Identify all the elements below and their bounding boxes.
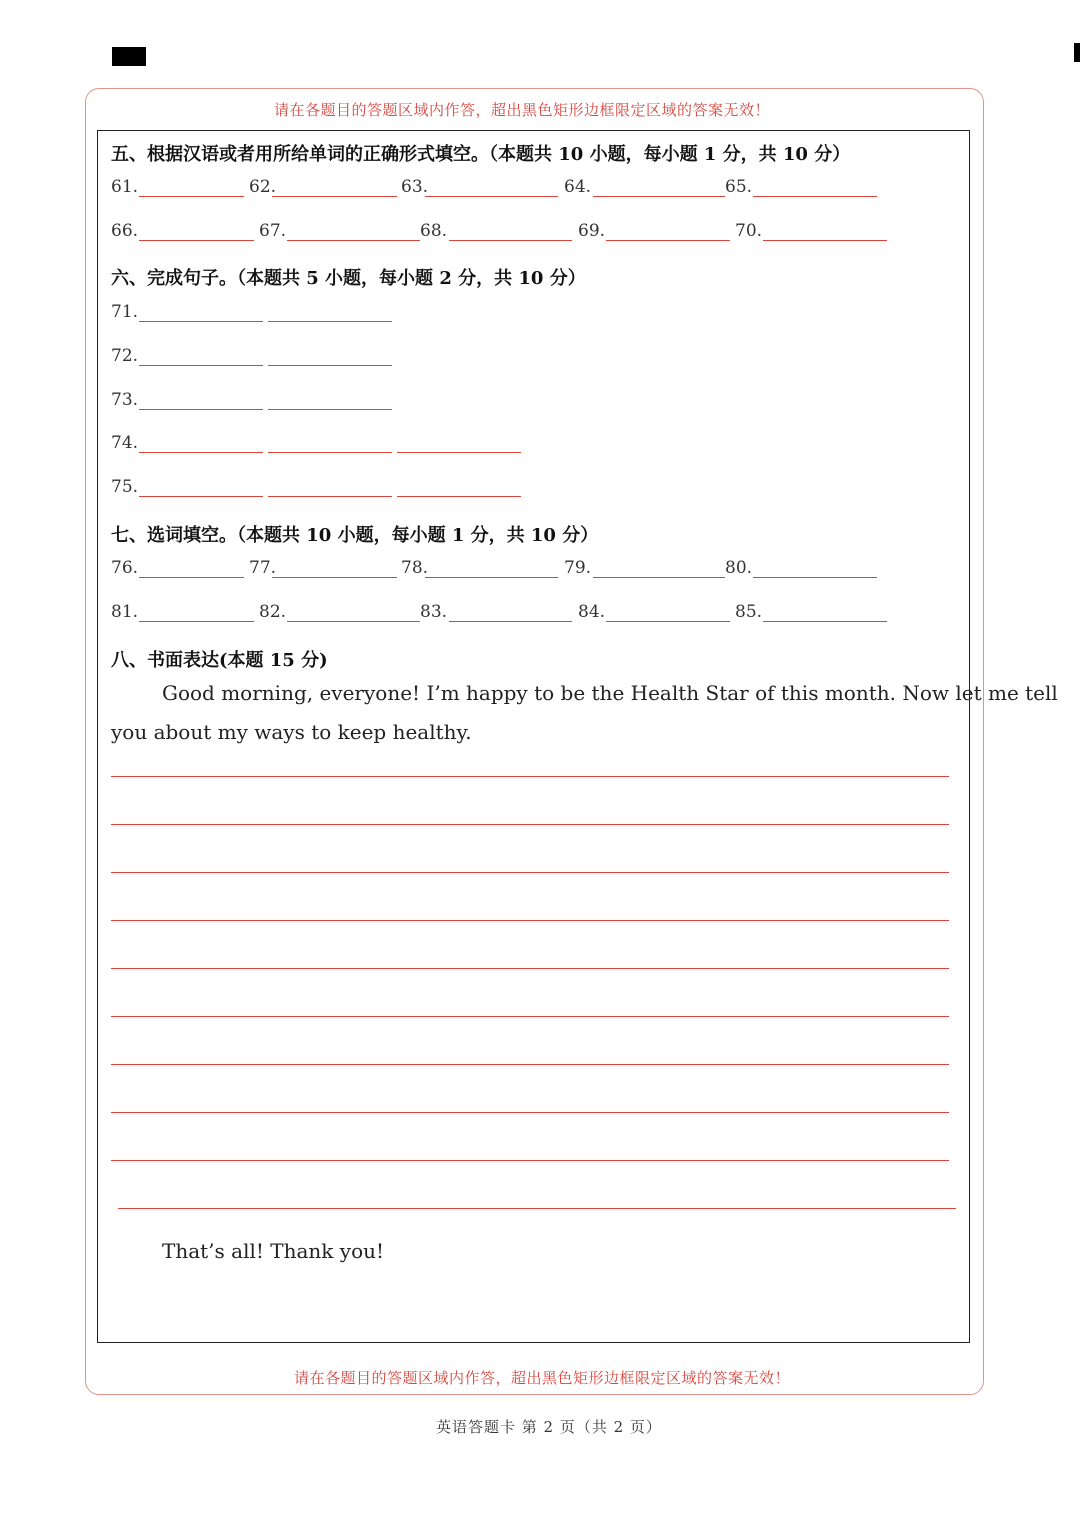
answer-blank-82[interactable] <box>287 621 420 622</box>
essay-writing-line[interactable] <box>118 1208 956 1209</box>
answer-blank-80[interactable] <box>753 577 877 578</box>
page-footer: 英语答题卡 第 2 页（共 2 页） <box>436 1418 662 1436</box>
question-number: 61. <box>111 177 139 197</box>
answer-blank-64[interactable] <box>593 196 725 197</box>
question-number: 66. <box>111 221 139 241</box>
answer-blank-73b[interactable] <box>268 409 392 410</box>
section5-heading: 五、根据汉语或者用所给单词的正确形式填空。（本题共 10 小题，每小题 1 分，共 10 分） <box>111 144 851 165</box>
answer-blank-81[interactable] <box>139 621 254 622</box>
section7-heading: 七、选词填空。（本题共 10 小题，每小题 1 分，共 10 分） <box>111 525 599 546</box>
answer-blank-69[interactable] <box>606 240 730 241</box>
answer-blank-61[interactable] <box>139 196 244 197</box>
answer-blank-63[interactable] <box>425 196 558 197</box>
question-number: 62. <box>249 177 277 197</box>
essay-writing-line[interactable] <box>111 968 949 969</box>
essay-writing-line[interactable] <box>111 824 949 825</box>
essay-writing-line[interactable] <box>111 920 949 921</box>
answer-blank-71b[interactable] <box>268 321 392 322</box>
question-number: 63. <box>401 177 429 197</box>
essay-closing: That’s all! Thank you! <box>162 1239 385 1263</box>
essay-writing-line[interactable] <box>111 776 949 777</box>
question-number: 83. <box>420 602 448 622</box>
answer-blank-73a[interactable] <box>139 409 263 410</box>
question-number: 79. <box>564 558 592 578</box>
notice-bottom: 请在各题目的答题区域内作答，超出黑色矩形边框限定区域的答案无效！ <box>294 1369 791 1387</box>
answer-blank-74c[interactable] <box>397 452 521 453</box>
answer-blank-75b[interactable] <box>268 496 392 497</box>
question-number: 82. <box>259 602 287 622</box>
question-number: 78. <box>401 558 429 578</box>
answer-blank-62[interactable] <box>272 196 397 197</box>
answer-blank-72a[interactable] <box>139 365 263 366</box>
essay-writing-line[interactable] <box>111 1016 949 1017</box>
answer-blank-84[interactable] <box>606 621 730 622</box>
question-number: 73. <box>111 390 139 410</box>
answer-blank-70[interactable] <box>763 240 887 241</box>
answer-blank-83[interactable] <box>449 621 572 622</box>
essay-writing-line[interactable] <box>111 872 949 873</box>
question-number: 85. <box>735 602 763 622</box>
answer-blank-85[interactable] <box>763 621 887 622</box>
question-number: 77. <box>249 558 277 578</box>
answer-blank-74a[interactable] <box>139 452 263 453</box>
question-number: 76. <box>111 558 139 578</box>
essay-opening-line1: Good morning, everyone! I’m happy to be the Health Star of this month. Now let me tell <box>162 681 1058 705</box>
question-number: 67. <box>259 221 287 241</box>
section8-heading: 八、书面表达(本题 15 分) <box>111 650 328 671</box>
question-number: 69. <box>578 221 606 241</box>
answer-blank-75c[interactable] <box>397 496 521 497</box>
essay-opening-line2: you about my ways to keep healthy. <box>111 720 472 744</box>
question-number: 74. <box>111 433 139 453</box>
question-number: 65. <box>725 177 753 197</box>
essay-writing-line[interactable] <box>111 1064 949 1065</box>
answer-blank-66[interactable] <box>139 240 254 241</box>
question-number: 70. <box>735 221 763 241</box>
answer-blank-68[interactable] <box>449 240 572 241</box>
question-number: 84. <box>578 602 606 622</box>
alignment-mark-right <box>1074 43 1080 62</box>
answer-blank-72b[interactable] <box>268 365 392 366</box>
answer-blank-71a[interactable] <box>139 321 263 322</box>
question-number: 80. <box>725 558 753 578</box>
question-number: 75. <box>111 477 139 497</box>
question-number: 68. <box>420 221 448 241</box>
answer-blank-75a[interactable] <box>139 496 263 497</box>
answer-blank-67[interactable] <box>287 240 420 241</box>
question-number: 71. <box>111 302 139 322</box>
answer-blank-76[interactable] <box>139 577 244 578</box>
question-number: 72. <box>111 346 139 366</box>
answer-blank-77[interactable] <box>272 577 397 578</box>
answer-blank-79[interactable] <box>593 577 725 578</box>
answer-blank-78[interactable] <box>425 577 558 578</box>
section6-heading: 六、完成句子。（本题共 5 小题，每小题 2 分，共 10 分） <box>111 268 586 289</box>
notice-top: 请在各题目的答题区域内作答，超出黑色矩形边框限定区域的答案无效！ <box>274 101 771 119</box>
essay-writing-line[interactable] <box>111 1160 949 1161</box>
answer-blank-65[interactable] <box>753 196 877 197</box>
answer-blank-74b[interactable] <box>268 452 392 453</box>
alignment-mark-left <box>112 47 146 66</box>
question-number: 81. <box>111 602 139 622</box>
essay-writing-line[interactable] <box>111 1112 949 1113</box>
question-number: 64. <box>564 177 592 197</box>
